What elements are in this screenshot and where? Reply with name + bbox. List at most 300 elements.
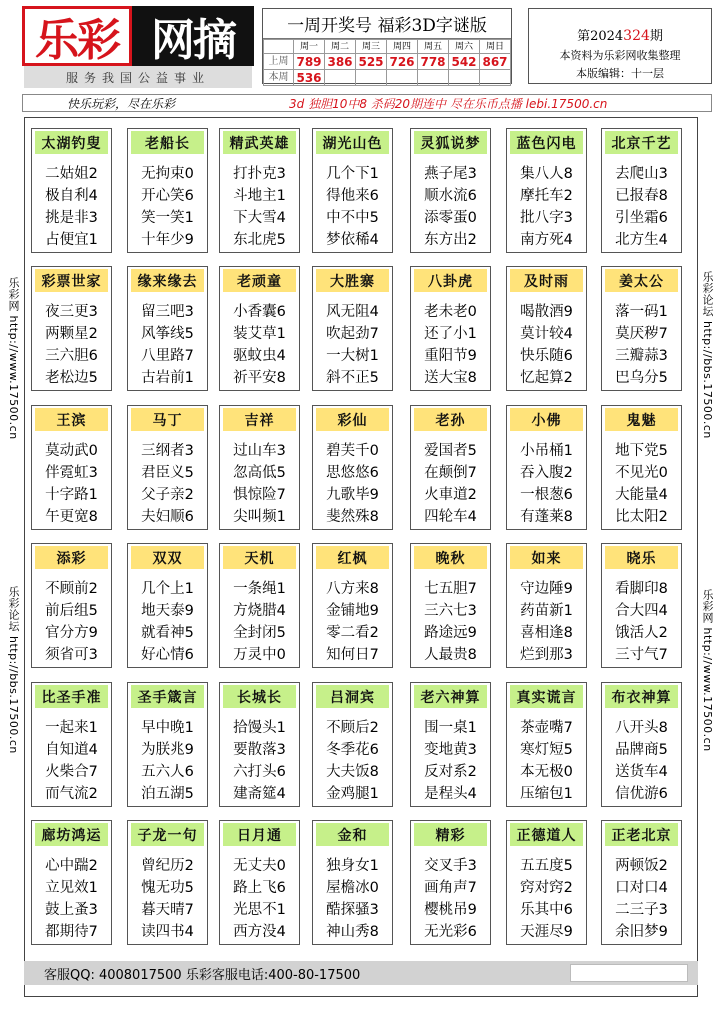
riddle-line: 还了小1 <box>424 326 477 342</box>
riddle-card-title: 双双 <box>131 546 204 569</box>
logo <box>22 6 254 66</box>
riddle-line: 暮天晴7 <box>141 902 194 918</box>
riddle-line: 十年少9 <box>141 232 194 248</box>
riddle-lines <box>32 716 111 804</box>
riddle-line: 风筝线5 <box>141 326 194 342</box>
riddle-card <box>312 128 393 253</box>
riddle-card <box>312 266 393 391</box>
draw-number: 542 <box>449 54 480 70</box>
riddle-line: 十字路1 <box>45 487 98 503</box>
riddle-card-title: 大胜寨 <box>316 269 389 292</box>
riddle-line: 四轮车4 <box>424 509 477 525</box>
riddle-card <box>219 820 300 945</box>
riddle-card-title: 缘来缘去 <box>131 269 204 292</box>
draw-number: 726 <box>387 54 418 70</box>
riddle-line: 斗地主1 <box>233 188 286 204</box>
weekly-draw-box <box>262 8 512 84</box>
riddle-lines <box>313 854 392 942</box>
riddle-line: 万灵中0 <box>233 647 286 663</box>
riddle-line: 君臣义5 <box>141 465 194 481</box>
riddle-line: 须省可3 <box>45 647 98 663</box>
riddle-lines <box>507 854 586 942</box>
riddle-lines <box>220 162 299 250</box>
riddle-lines <box>313 300 392 388</box>
riddle-line: 零二看2 <box>326 625 379 641</box>
riddle-line: 有蓬莱8 <box>520 509 573 525</box>
riddle-line: 乐其中6 <box>520 902 573 918</box>
riddle-card <box>127 682 208 807</box>
riddle-line: 装艾草1 <box>233 326 286 342</box>
riddle-line: 午更宽8 <box>45 509 98 525</box>
riddle-line: 是程头4 <box>424 786 477 802</box>
riddle-line: 自知道4 <box>45 742 98 758</box>
riddle-line: 人最贵8 <box>424 647 477 663</box>
riddle-line: 顺水流6 <box>424 188 477 204</box>
riddle-line: 梦依稀4 <box>326 232 379 248</box>
riddle-line: 快乐随6 <box>520 348 573 364</box>
riddle-lines <box>602 716 681 804</box>
riddle-line: 开心笑6 <box>141 188 194 204</box>
riddle-line: 官分方9 <box>45 625 98 641</box>
riddle-lines <box>602 854 681 942</box>
riddle-lines <box>32 162 111 250</box>
riddle-card <box>601 543 682 668</box>
weekday-cell: 周五 <box>418 40 449 54</box>
draw-number: 525 <box>356 54 387 70</box>
riddle-line: 驱蚊虫4 <box>233 348 286 364</box>
riddle-line: 伴霓虹3 <box>45 465 98 481</box>
riddle-card-title: 如来 <box>510 546 583 569</box>
riddle-line: 三六胆6 <box>45 348 98 364</box>
riddle-line: 已报春8 <box>615 188 668 204</box>
riddle-card-title: 红枫 <box>316 546 389 569</box>
riddle-line: 本无极0 <box>520 764 573 780</box>
slogan: 服务我国公益事业 <box>24 66 252 88</box>
riddle-lines <box>32 439 111 527</box>
draw-number <box>387 70 418 86</box>
riddle-lines <box>220 716 299 804</box>
promo-note: 3d 独胆10中8 杀码20期连中 尽在乐币点播 lebi.17500.cn <box>289 96 608 111</box>
riddle-card-title: 长城长 <box>223 685 296 708</box>
draw-number <box>480 70 511 86</box>
riddle-card-title: 天机 <box>223 546 296 569</box>
weekday-cell: 周一 <box>294 40 325 54</box>
riddle-lines <box>128 300 207 388</box>
riddle-line: 药苗新1 <box>520 603 573 619</box>
riddle-line: 莫动武0 <box>45 443 98 459</box>
riddle-lines <box>313 162 392 250</box>
riddle-line: 忆起算2 <box>520 370 573 386</box>
draw-table <box>263 39 511 86</box>
riddle-line: 夫妇顺6 <box>141 509 194 525</box>
riddle-line: 不见光0 <box>615 465 668 481</box>
riddle-card <box>410 266 491 391</box>
riddle-line: 引坐霜6 <box>615 210 668 226</box>
riddle-line: 前后组5 <box>45 603 98 619</box>
riddle-line: 曾纪历2 <box>141 858 194 874</box>
riddle-card <box>410 405 491 530</box>
riddle-line: 落一码1 <box>615 304 668 320</box>
riddle-line: 一条绳1 <box>233 581 286 597</box>
riddle-lines <box>507 162 586 250</box>
riddle-card-title: 湖光山色 <box>316 131 389 154</box>
riddle-lines <box>507 439 586 527</box>
riddle-line: 父子亲2 <box>141 487 194 503</box>
riddle-line: 留三吧3 <box>141 304 194 320</box>
riddle-line: 风无阻4 <box>326 304 379 320</box>
riddle-line: 八开头8 <box>615 720 668 736</box>
riddle-line: 吹起劲7 <box>326 326 379 342</box>
riddle-line: 六打头6 <box>233 764 286 780</box>
riddle-card <box>127 543 208 668</box>
riddle-line: 窍对窍2 <box>520 880 573 896</box>
riddle-card-title: 姜太公 <box>605 269 678 292</box>
riddle-lines <box>411 439 490 527</box>
riddle-card-title: 子龙一句 <box>131 823 204 846</box>
riddle-line: 八方来8 <box>326 581 379 597</box>
riddle-line: 路途远9 <box>424 625 477 641</box>
draw-number: 789 <box>294 54 325 70</box>
riddle-line: 守边陲9 <box>520 581 573 597</box>
riddle-line: 三纲者3 <box>141 443 194 459</box>
riddle-line: 三寸气7 <box>615 647 668 663</box>
riddle-line: 金鸡腿1 <box>326 786 379 802</box>
riddle-lines <box>220 577 299 665</box>
riddle-line: 祈平安8 <box>233 370 286 386</box>
riddle-line: 巴乌分5 <box>615 370 668 386</box>
riddle-lines <box>32 300 111 388</box>
riddle-card-title: 晓乐 <box>605 546 678 569</box>
riddle-line: 拾馒头1 <box>233 720 286 736</box>
riddle-card <box>601 820 682 945</box>
riddle-lines <box>507 300 586 388</box>
riddle-card-title: 正老北京 <box>605 823 678 846</box>
riddle-line: 一起来1 <box>45 720 98 736</box>
riddle-card-title: 添彩 <box>35 546 108 569</box>
riddle-line: 中不中5 <box>326 210 379 226</box>
riddle-line: 几个上1 <box>141 581 194 597</box>
riddle-line: 信优游6 <box>615 786 668 802</box>
riddle-card-title: 彩仙 <box>316 408 389 431</box>
riddle-card-title: 八卦虎 <box>414 269 487 292</box>
riddle-line: 摩托车2 <box>520 188 573 204</box>
riddle-card-title: 老船长 <box>131 131 204 154</box>
riddle-card-title: 圣手箴言 <box>131 685 204 708</box>
riddle-line: 建斋筵4 <box>233 786 286 802</box>
riddle-line: 火車道2 <box>424 487 477 503</box>
riddle-line: 重阳节9 <box>424 348 477 364</box>
riddle-card-title: 老孙 <box>414 408 487 431</box>
riddle-line: 送货车4 <box>615 764 668 780</box>
riddle-card-title: 金和 <box>316 823 389 846</box>
riddle-line: 八里路7 <box>141 348 194 364</box>
riddle-card <box>312 820 393 945</box>
riddle-card-title: 老六神算 <box>414 685 487 708</box>
riddle-line: 莫计较4 <box>520 326 573 342</box>
draw-number <box>449 70 480 86</box>
riddle-line: 老松边5 <box>45 370 98 386</box>
riddle-lines <box>507 577 586 665</box>
riddle-line: 交叉手3 <box>424 858 477 874</box>
riddle-line: 惧惊险7 <box>233 487 286 503</box>
riddle-line: 老未老0 <box>424 304 477 320</box>
riddle-lines <box>220 439 299 527</box>
riddle-card <box>31 682 112 807</box>
riddle-line: 早中晚1 <box>141 720 194 736</box>
riddle-line: 大能量4 <box>615 487 668 503</box>
riddle-line: 饿活人2 <box>615 625 668 641</box>
riddle-line: 立见效1 <box>45 880 98 896</box>
riddle-line: 东方出2 <box>424 232 477 248</box>
riddle-lines <box>602 439 681 527</box>
riddle-lines <box>411 854 490 942</box>
draw-number: 536 <box>294 70 325 86</box>
riddle-card <box>312 682 393 807</box>
riddle-card <box>219 128 300 253</box>
riddle-line: 大夫饭8 <box>326 764 379 780</box>
riddle-line: 在颠倒7 <box>424 465 477 481</box>
riddle-line: 批八字3 <box>520 210 573 226</box>
riddle-line: 茶壶嘴7 <box>520 720 573 736</box>
riddle-line: 极自利4 <box>45 188 98 204</box>
riddle-card <box>31 128 112 253</box>
riddle-card <box>506 820 587 945</box>
riddle-line: 天涯尽9 <box>520 924 573 940</box>
riddle-line: 屋檐冰0 <box>326 880 379 896</box>
riddle-card <box>31 543 112 668</box>
riddle-line: 冬季花6 <box>326 742 379 758</box>
riddle-lines <box>220 300 299 388</box>
riddle-lines <box>411 162 490 250</box>
riddle-line: 碧芙千0 <box>326 443 379 459</box>
side-label-right-bottom: 乐彩网 http://www.17500.cn <box>701 588 714 752</box>
riddle-line: 得他来6 <box>326 188 379 204</box>
riddle-line: 南方死4 <box>520 232 573 248</box>
logo-right: 网摘 <box>132 6 254 66</box>
riddle-card <box>127 266 208 391</box>
riddle-lines <box>128 577 207 665</box>
riddle-lines <box>602 577 681 665</box>
riddle-line: 口对口4 <box>615 880 668 896</box>
riddle-lines <box>128 439 207 527</box>
riddle-line: 忽高低5 <box>233 465 286 481</box>
riddle-lines <box>411 577 490 665</box>
riddle-card-title: 精武英雄 <box>223 131 296 154</box>
riddle-line: 光思不1 <box>233 902 286 918</box>
draw-number <box>418 70 449 86</box>
riddle-card-title: 彩票世家 <box>35 269 108 292</box>
riddle-line: 读四书4 <box>141 924 194 940</box>
riddle-card-title: 正德道人 <box>510 823 583 846</box>
riddle-line: 酷探骚3 <box>326 902 379 918</box>
riddle-card-title: 真实谎言 <box>510 685 583 708</box>
riddle-line: 三六七3 <box>424 603 477 619</box>
riddle-line: 两颗星2 <box>45 326 98 342</box>
riddle-line: 烂到那3 <box>520 647 573 663</box>
riddle-line: 占便宜1 <box>45 232 98 248</box>
riddle-card <box>601 128 682 253</box>
riddle-line: 寒灯短5 <box>520 742 573 758</box>
riddle-line: 画角声7 <box>424 880 477 896</box>
riddle-card-title: 及时雨 <box>510 269 583 292</box>
riddle-card <box>312 405 393 530</box>
riddle-lines <box>411 716 490 804</box>
riddle-line: 路上飞6 <box>233 880 286 896</box>
riddle-line: 几个下1 <box>326 166 379 182</box>
riddle-card <box>219 682 300 807</box>
riddle-lines <box>507 716 586 804</box>
logo-left: 乐彩 <box>22 6 132 66</box>
riddle-lines <box>313 577 392 665</box>
riddle-line: 五六人6 <box>141 764 194 780</box>
editor-credit: 本版编辑：十一层 <box>576 67 664 80</box>
riddle-line: 二姑姐2 <box>45 166 98 182</box>
riddle-line: 斜不正5 <box>326 370 379 386</box>
riddle-line: 爱国者5 <box>424 443 477 459</box>
riddle-lines <box>220 854 299 942</box>
riddle-card <box>127 128 208 253</box>
riddle-line: 古岩前1 <box>141 370 194 386</box>
riddle-line: 好心情6 <box>141 647 194 663</box>
riddle-card <box>410 682 491 807</box>
riddle-line: 全封闭5 <box>233 625 286 641</box>
riddle-card <box>410 543 491 668</box>
issue-suffix: 期 <box>649 29 663 44</box>
riddle-lines <box>128 716 207 804</box>
riddle-line: 吞入腹2 <box>520 465 573 481</box>
riddle-line: 泊五湖5 <box>141 786 194 802</box>
riddle-line: 笑一笑1 <box>141 210 194 226</box>
riddle-line: 送大宝8 <box>424 370 477 386</box>
draw-number <box>325 70 356 86</box>
riddle-line: 思悠悠6 <box>326 465 379 481</box>
source-note: 本资料为乐彩网收集整理 <box>559 49 681 62</box>
riddle-card <box>31 820 112 945</box>
riddle-line: 看脚印8 <box>615 581 668 597</box>
riddle-lines <box>32 577 111 665</box>
riddle-card-title: 北京千艺 <box>605 131 678 154</box>
riddle-card <box>127 405 208 530</box>
riddle-line: 反对系2 <box>424 764 477 780</box>
riddle-line: 独身女1 <box>326 858 379 874</box>
ticker-bar <box>22 94 712 112</box>
riddle-line: 樱桃吊9 <box>424 902 477 918</box>
draw-number: 778 <box>418 54 449 70</box>
riddle-lines <box>313 439 392 527</box>
riddle-line: 过山车3 <box>233 443 286 459</box>
riddle-line: 合大四4 <box>615 603 668 619</box>
riddle-lines <box>602 300 681 388</box>
riddle-line: 鼓上蚤3 <box>45 902 98 918</box>
riddle-card-title: 吉祥 <box>223 408 296 431</box>
customer-service: 客服QQ: 4008017500 乐彩客服电话:400-80-17500 <box>44 967 361 983</box>
riddle-card-title: 王滨 <box>35 408 108 431</box>
riddle-line: 都期待7 <box>45 924 98 940</box>
side-label-left-bottom: 乐彩论坛 http://bbs.17500.cn <box>7 586 20 754</box>
riddle-line: 就看神5 <box>141 625 194 641</box>
riddle-card-title: 老顽童 <box>223 269 296 292</box>
riddle-card-title: 蓝色闪电 <box>510 131 583 154</box>
riddle-line: 围一桌1 <box>424 720 477 736</box>
riddle-card <box>31 405 112 530</box>
riddle-card-title: 日月通 <box>223 823 296 846</box>
riddle-line: 下大雪4 <box>233 210 286 226</box>
issue-line <box>529 25 711 44</box>
riddle-line: 莫厌秽7 <box>615 326 668 342</box>
riddle-lines <box>32 854 111 942</box>
riddle-card <box>219 405 300 530</box>
riddle-card-title: 比圣手准 <box>35 685 108 708</box>
riddle-line: 夜三更3 <box>45 304 98 320</box>
riddle-card <box>601 266 682 391</box>
riddle-card <box>506 405 587 530</box>
riddle-line: 品牌商5 <box>615 742 668 758</box>
footer-blank-box <box>570 964 688 982</box>
riddle-line: 为朕兆9 <box>141 742 194 758</box>
corner-cell <box>264 40 294 54</box>
riddle-lines <box>128 162 207 250</box>
riddle-card <box>312 543 393 668</box>
riddle-line: 地下党5 <box>615 443 668 459</box>
riddle-line: 两顿饭2 <box>615 858 668 874</box>
riddle-line: 东北虎5 <box>233 232 286 248</box>
draw-number: 386 <box>325 54 356 70</box>
riddle-lines <box>313 716 392 804</box>
riddle-line: 变地黄3 <box>424 742 477 758</box>
riddle-line: 不顾前2 <box>45 581 98 597</box>
riddle-line: 而气流2 <box>45 786 98 802</box>
this-week-label: 本周 <box>264 70 294 86</box>
riddle-lines <box>128 854 207 942</box>
riddle-line: 添零蛋0 <box>424 210 477 226</box>
riddle-card-title: 廊坊鸿运 <box>35 823 108 846</box>
riddle-line: 三瓣蒜3 <box>615 348 668 364</box>
riddle-line: 集八人8 <box>520 166 573 182</box>
draw-number <box>356 70 387 86</box>
riddle-line: 斐然殊8 <box>326 509 379 525</box>
riddle-card <box>601 682 682 807</box>
riddle-line: 要散落3 <box>233 742 286 758</box>
riddle-line: 无光彩6 <box>424 924 477 940</box>
riddle-line: 不顾后2 <box>326 720 379 736</box>
riddle-card-title: 灵狐说梦 <box>414 131 487 154</box>
riddle-card <box>31 266 112 391</box>
riddle-card-title: 晚秋 <box>414 546 487 569</box>
footer <box>24 961 698 985</box>
weekday-cell: 周二 <box>325 40 356 54</box>
riddle-line: 地天泰9 <box>141 603 194 619</box>
riddle-line: 喝散酒9 <box>520 304 573 320</box>
riddle-line: 打扑克3 <box>233 166 286 182</box>
riddle-line: 喜相逢8 <box>520 625 573 641</box>
riddle-line: 方烧腊4 <box>233 603 286 619</box>
riddle-card-title: 吕洞宾 <box>316 685 389 708</box>
riddle-line: 七五胆7 <box>424 581 477 597</box>
issue-number: 324 <box>623 28 650 44</box>
riddle-card <box>506 266 587 391</box>
riddle-line: 北方生4 <box>615 232 668 248</box>
riddle-card-title: 马丁 <box>131 408 204 431</box>
riddle-line: 五五度5 <box>520 858 573 874</box>
riddle-card-title: 鬼魅 <box>605 408 678 431</box>
motto: 快乐玩彩，尽在乐彩 <box>67 96 176 111</box>
riddle-lines <box>602 162 681 250</box>
riddle-line: 九歌毕9 <box>326 487 379 503</box>
riddle-lines <box>411 300 490 388</box>
riddle-card <box>127 820 208 945</box>
riddle-card <box>219 266 300 391</box>
riddle-card <box>410 820 491 945</box>
